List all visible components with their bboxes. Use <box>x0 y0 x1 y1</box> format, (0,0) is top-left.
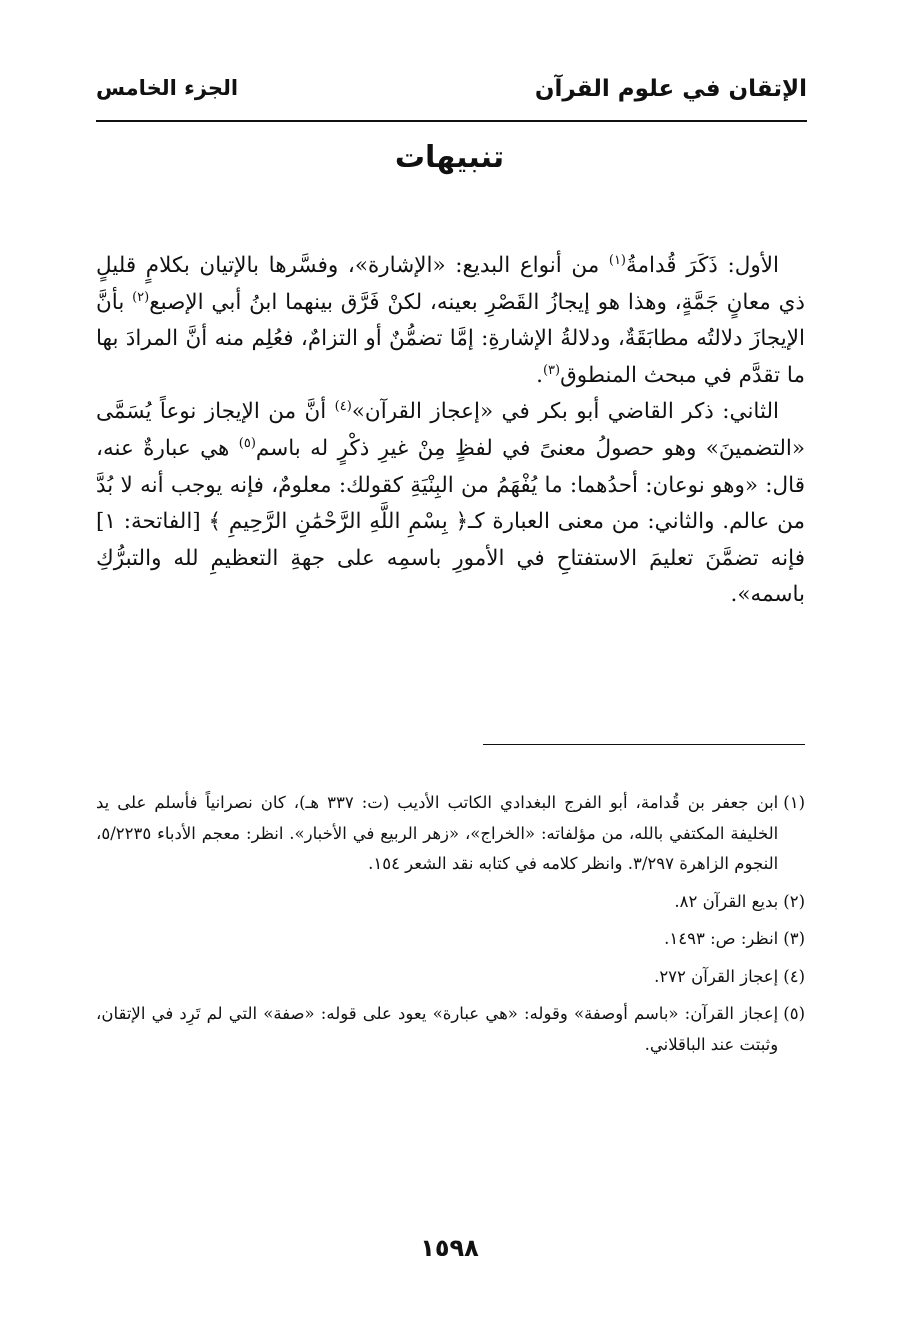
p2-text-b: أنَّ من الإيجاز نوعاً يُسَمَّى «التضمينَ» وهو حصولُ معنىً في لفظٍ مِنْ غيرِ ذكْرٍ له باسم <box>96 399 805 461</box>
footnote-ref-2[interactable]: (٢) <box>132 289 150 305</box>
p2-text-a: الثاني: ذكر القاضي أبو بكر في «إعجاز القرآن» <box>351 399 779 425</box>
footnote-ref-5[interactable]: (٥) <box>238 435 256 451</box>
header-rule <box>96 120 807 122</box>
p1-text-b: من أنواع البديع: «الإشارة»، وفسَّرها بالإتيان بكلامٍ قليلٍ ذي معانٍ جَمَّةٍ، وهذا هو إيجازُ القَصْرِ بعينه، لكنْ فَرَّق بينهما ابنُ أبي الإصبع <box>96 253 805 315</box>
footnote-text: بديع القرآن ٨٢. <box>674 891 779 911</box>
footnote-item <box>96 887 805 918</box>
footnote-text: انظر: ص: ١٤٩٣. <box>664 929 779 948</box>
footnote-item <box>96 962 805 993</box>
footnote-text: ابن جعفر بن قُدامة، أبو الفرج البغدادي الكاتب الأديب (ت: ٣٣٧ هـ)، كان نصرانياً فأسلم على يد الخليفة المكتفي بالله، من مؤلفاته: «الخراج»، «زهر الربيع في الأخبار». انظر: معجم الأدباء ٥/٢٢٣٥، النجوم الزاهرة ٣/٢٩٧. وانظر كلامه في كتابه نقد الشعر ١٥٤. <box>96 793 779 873</box>
running-header <box>96 72 807 116</box>
p1-text-a: الأول: ذَكَرَ قُدامةُ <box>626 253 780 278</box>
section-heading: تنبيهات <box>394 140 505 175</box>
p2-text-c: هي عبارةٌ عنه، قال: «وهو نوعان: أحدُهما: ما يُفْهَمُ من البِنْيَةِ كقولك: معلومٌ، فإنه يوجب أنه لا بُدَّ من عالم. والثاني: من معنى العبارة كـ﴿ بِسْمِ اللَّهِ الرَّحْمَٰنِ الرَّحِيمِ ﴾ [الفاتحة: ١] فإنه تضمَّنَ تعليمَ الاستفتاحِ في الأمورِ باسمِه على جهةِ التعظيمِ لله والتبرُّكِ باسمه». <box>96 435 805 608</box>
page-number: ١٥٩٨ <box>420 1234 479 1262</box>
footnotes <box>96 788 805 1067</box>
footnote-text: إعجاز القرآن ٢٧٢. <box>654 966 779 986</box>
footnote-item <box>96 924 805 955</box>
footnote-item <box>96 788 805 880</box>
book-title: الإتقان في علوم القرآن <box>534 76 807 102</box>
footnote-separator <box>483 744 805 745</box>
footnote-number: (٥) <box>783 1004 805 1023</box>
footnote-ref-3[interactable]: (٣) <box>542 362 561 378</box>
footnote-number: (١) <box>783 793 805 812</box>
footnote-ref-4[interactable]: (٤) <box>334 399 352 415</box>
footnote-number: (٤) <box>783 966 805 986</box>
footnote-text: إعجاز القرآن: «باسم أوصفة» وقوله: «هي عبارة» يعود على قوله: «صفة» التي لم تَرِد في الإتقان، وثبتت عند الباقلاني. <box>96 1004 779 1054</box>
footnote-number: (٣) <box>783 929 805 948</box>
footnote-ref-1[interactable]: (١) <box>608 252 626 268</box>
paragraph-second-note <box>96 394 805 614</box>
footnote-item <box>96 999 805 1060</box>
p1-text-end: . <box>536 362 543 388</box>
p1-text-c: بأنَّ الإيجازَ دلالتُه مطابَقَةٌ، ودلالةُ الإشارةِ: إمَّا تضمُّنٌ أو التزامٌ، فعُلِم منه أنَّ المرادَ بها ما تقدَّم في مبحث المنطوق <box>96 289 805 388</box>
part-label: الجزء الخامس <box>96 76 239 100</box>
paragraph-first-note <box>96 248 805 394</box>
main-text <box>96 248 805 614</box>
footnote-number: (٢) <box>783 891 805 911</box>
